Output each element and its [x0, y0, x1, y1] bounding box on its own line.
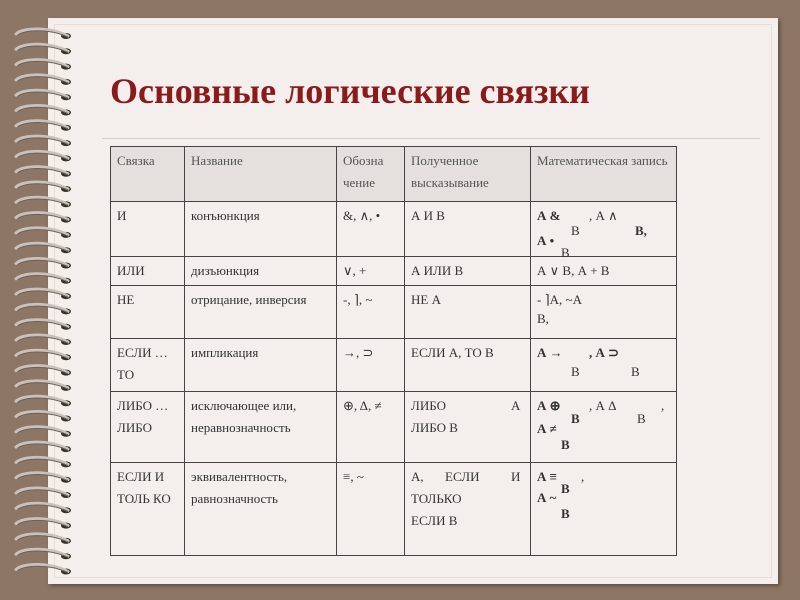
math-part: А &	[537, 208, 561, 223]
header-notation: Обозна чение	[337, 147, 405, 202]
math-part: А •	[537, 233, 555, 248]
table-row	[111, 463, 677, 556]
statement-part: А,	[411, 469, 424, 484]
math-part: В	[571, 223, 580, 238]
math-part: В	[571, 411, 580, 426]
math-part: А ≡	[537, 469, 558, 484]
math-part: , А ⊃	[589, 345, 620, 360]
math-part: В	[637, 411, 646, 426]
cell-name: дизъюнкция	[185, 257, 337, 286]
cell-statement	[405, 463, 531, 556]
header-statement: Полученное высказывание	[405, 147, 531, 202]
cell-math: А ∨ В, А + В	[531, 257, 677, 286]
cell-name: эквивалентность, равнозначность	[185, 463, 337, 556]
math-part: - ⌉А, ~А	[537, 292, 582, 307]
math-part: В	[561, 481, 570, 496]
header-math: Математическая запись	[531, 147, 677, 202]
math-part: В	[561, 506, 570, 521]
cell-notation: ∨, +	[337, 257, 405, 286]
cell-math	[531, 202, 677, 260]
table-row	[111, 286, 677, 339]
logic-connectives-table	[110, 146, 677, 556]
cell-connective: ЛИБО … ЛИБО	[111, 392, 185, 463]
cell-connective: ЕСЛИ И ТОЛЬ КО	[111, 463, 185, 556]
math-part: В	[571, 364, 580, 379]
math-part: А ≠	[537, 421, 557, 436]
cell-name: отрицание, инверсия	[185, 286, 337, 339]
cell-connective: ИЛИ	[111, 257, 185, 286]
math-part: ,	[661, 398, 665, 413]
cell-name: исключающее или, неравнозначность	[185, 392, 337, 463]
statement-part: ЛИБО В	[411, 420, 458, 435]
math-part: А ~	[537, 490, 557, 505]
math-part: В,	[537, 311, 549, 326]
statement-part: А	[511, 398, 521, 413]
cell-statement: НЕ А	[405, 286, 531, 339]
cell-name: конъюнкция	[185, 202, 337, 257]
cell-math	[531, 286, 677, 339]
math-part: А →	[537, 345, 563, 360]
statement-part: ТОЛЬКО	[411, 491, 462, 506]
slide-title: Основные логические связки	[110, 71, 590, 111]
cell-statement	[405, 392, 531, 463]
spiral-binding	[8, 22, 88, 582]
cell-statement: ЕСЛИ А, ТО В	[405, 339, 531, 392]
title-divider	[102, 138, 760, 139]
cell-connective: НЕ	[111, 286, 185, 339]
cell-connective: И	[111, 202, 185, 257]
header-connective: Связка	[111, 147, 185, 202]
statement-part: ЕСЛИ	[445, 469, 480, 484]
math-part: В	[631, 364, 640, 379]
cell-notation: &, ∧, •	[337, 202, 405, 257]
math-part: В,	[635, 223, 647, 238]
cell-notation: -, ⌉, ~	[337, 286, 405, 339]
statement-part: И	[511, 469, 521, 484]
table-row	[111, 257, 677, 286]
cell-statement: А И В	[405, 202, 531, 257]
cell-math	[531, 339, 677, 392]
table-header-row	[111, 147, 677, 202]
math-part: , А ∧	[589, 208, 618, 223]
cell-name: импликация	[185, 339, 337, 392]
cell-notation: →, ⊃	[337, 339, 405, 392]
statement-part: ЛИБО	[411, 398, 446, 413]
statement-part: ЕСЛИ В	[411, 513, 458, 528]
cell-math	[531, 392, 677, 463]
header-name: Название	[185, 147, 337, 202]
cell-connective: ЕСЛИ … ТО	[111, 339, 185, 392]
table-row	[111, 392, 677, 463]
math-part: В	[561, 245, 570, 260]
table-row	[111, 339, 677, 392]
cell-statement: А ИЛИ В	[405, 257, 531, 286]
math-part: В	[561, 437, 570, 452]
table-row	[111, 202, 677, 257]
cell-notation: ≡, ~	[337, 463, 405, 556]
math-part: А ⊕	[537, 398, 561, 413]
math-part: , А Δ	[589, 398, 617, 413]
cell-notation: ⊕, Δ, ≠	[337, 392, 405, 463]
cell-math	[531, 463, 677, 556]
math-part: ,	[581, 469, 585, 484]
